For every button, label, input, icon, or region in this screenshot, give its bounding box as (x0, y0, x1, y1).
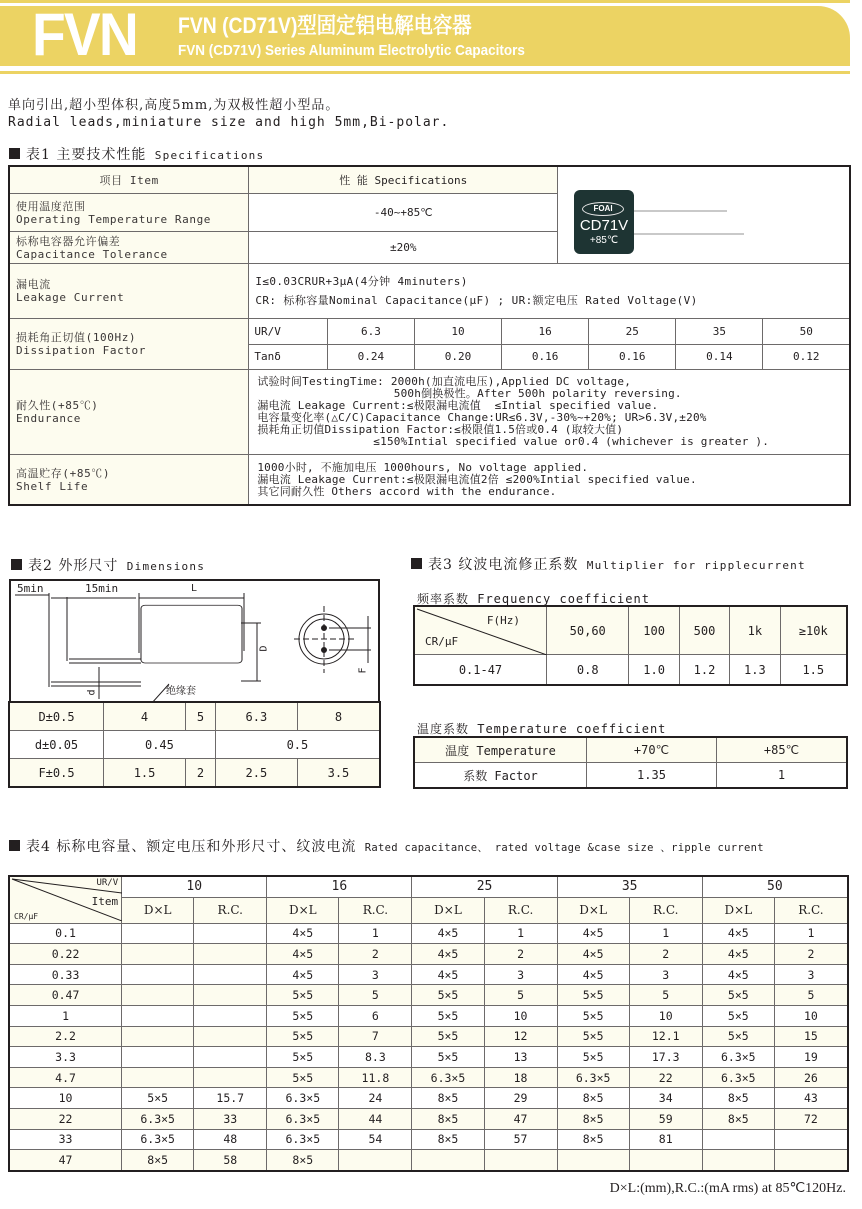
case-size-cell (122, 944, 194, 965)
dim-cell: 6.3 (215, 703, 297, 731)
ripple-current-cell: 24 (339, 1088, 412, 1109)
case-size-cell: 6.3×5 (267, 1129, 339, 1150)
capacitance-cell: 0.33 (10, 964, 122, 985)
case-size-cell (122, 1026, 194, 1047)
ripple-current-cell: 2 (339, 944, 412, 965)
voltage-header: 50 (702, 877, 847, 898)
tan-label: Tanδ (249, 344, 327, 369)
capacitance-cell: 47 (10, 1150, 122, 1171)
dim-cell: 8 (297, 703, 379, 731)
voltage-cell: 10 (414, 319, 501, 344)
ripple-current-cell: 59 (629, 1108, 702, 1129)
dimension-drawing (9, 579, 380, 702)
ripple-current-cell: 5 (339, 985, 412, 1006)
capacitor-model: CD71V (579, 217, 629, 234)
table-row (10, 964, 848, 985)
dim-label: D±0.5 (10, 703, 104, 731)
case-size-cell (122, 1047, 194, 1068)
ripple-current-cell: 54 (339, 1129, 412, 1150)
case-size-cell: 8×5 (557, 1088, 629, 1109)
case-size-cell: 8×5 (412, 1088, 484, 1109)
case-size-cell: 4×5 (412, 923, 484, 944)
leakage-value: I≤0.03CRUR+3μA(4分钟 4minuters) CR: 标称容量Nominal Capacitance(μF) ; UR:额定电压 Rated Voltage(V) (249, 264, 850, 319)
case-size-cell: 8×5 (267, 1150, 339, 1171)
voltage-cell: 6.3 (327, 319, 414, 344)
table-row (10, 1026, 848, 1047)
freq-header: 50,60 (547, 607, 629, 655)
intro (8, 97, 449, 131)
intro-en: Radial leads,miniature size and high 5mm,Bi-polar. (8, 115, 450, 130)
ripple-current-cell (194, 964, 267, 985)
voltage-cell: 50 (763, 319, 849, 344)
ripple-current-cell: 44 (339, 1108, 412, 1129)
capacitance-cell: 1 (10, 1005, 122, 1026)
dim-cell: 2 (186, 759, 216, 787)
leakage-label: 漏电流 Leakage Current (10, 264, 249, 319)
case-size-cell: 8×5 (557, 1129, 629, 1150)
ratings-corner-cell: UR/V Item CR/μF (10, 877, 122, 924)
table4-title: 表4 标称电容量、额定电压和外形尺寸、纹波电流 Rated capacitance、 rated voltage &case size 、ripple current (9, 838, 764, 857)
tolerance-value: ±20% (249, 232, 558, 264)
bullet-square-icon (11, 559, 22, 570)
dl-header: D×L (412, 897, 484, 923)
case-size-cell (122, 923, 194, 944)
case-size-cell: 5×5 (267, 1026, 339, 1047)
ripple-current-cell: 18 (484, 1067, 557, 1088)
rc-header: R.C. (629, 897, 702, 923)
bullet-square-icon (9, 148, 20, 159)
case-size-cell: 8×5 (702, 1108, 774, 1129)
ripple-current-cell: 15.7 (194, 1088, 267, 1109)
dl-header: D×L (267, 897, 339, 923)
brand-logo: FOAI (582, 202, 624, 216)
ratings-table (9, 876, 848, 1171)
capacitance-cell: 0.1 (10, 923, 122, 944)
case-size-cell: 5×5 (267, 985, 339, 1006)
shelf-life-label: 高温贮存(+85℃) Shelf Life (10, 455, 249, 505)
case-size-cell: 4×5 (702, 923, 774, 944)
dim-cell: 2.5 (215, 759, 297, 787)
ripple-current-cell: 10 (484, 1005, 557, 1026)
case-size-cell: 4×5 (267, 944, 339, 965)
ripple-current-cell (194, 985, 267, 1006)
freq-value: 1.0 (629, 655, 679, 685)
ripple-current-cell: 12 (484, 1026, 557, 1047)
ripple-current-cell (774, 1150, 847, 1171)
tan-cell: 0.20 (414, 344, 501, 369)
endurance-value: 试验时间TestingTime: 2000h(加直流电压),Applied DC voltage, 500h倒换极性。After 500h polarity reversing. 漏电流 Leakage Current:≤极限漏电流值 ≤Intial specified value. 电容量变化率(△C/C)Capacitance Change:UR≤6.3V,-30%~+20%; UR>6.3V,±20% 损耗角正切值Dissipation Factor:≤极限值1.5倍或0.4 (取较大值) ≤150%Intial specified value or0.4 (whichever is greater ). (249, 370, 850, 455)
case-size-cell: 8×5 (702, 1088, 774, 1109)
tan-cell: 0.16 (502, 344, 589, 369)
tan-cell: 0.16 (589, 344, 676, 369)
table-row (10, 1005, 848, 1026)
ripple-current-cell: 58 (194, 1150, 267, 1171)
dim-cell: 3.5 (297, 759, 379, 787)
capacitance-cell: 4.7 (10, 1067, 122, 1088)
case-size-cell: 8×5 (412, 1108, 484, 1129)
dim-cell: 0.45 (104, 731, 216, 759)
temp-range-label: 使用温度范围 Operating Temperature Range (10, 194, 249, 232)
specifications-table (9, 166, 850, 505)
rc-header: R.C. (484, 897, 557, 923)
ripple-current-cell: 34 (629, 1088, 702, 1109)
dim-cell: 5 (186, 703, 216, 731)
table1-title: 表1 主要技术性能 Specifications (9, 146, 264, 165)
table-row (10, 1088, 848, 1109)
ripple-current-cell: 2 (484, 944, 557, 965)
tolerance-label: 标称电容器允许偏差 Capacitance Tolerance (10, 232, 249, 264)
dl-header: D×L (702, 897, 774, 923)
case-size-cell: 5×5 (557, 1047, 629, 1068)
case-size-cell: 6.3×5 (267, 1108, 339, 1129)
ripple-current-cell (484, 1150, 557, 1171)
capacitance-cell: 0.47 (10, 985, 122, 1006)
col-spec-header: 性 能 Specifications (249, 167, 558, 194)
ripple-current-cell (194, 1067, 267, 1088)
factor-value: 1 (717, 763, 847, 788)
voltage-header: 10 (122, 877, 267, 898)
title-cn: FVN (CD71V)型固定铝电解电容器 (178, 13, 472, 38)
rc-header: R.C. (339, 897, 412, 923)
endurance-label: 耐久性(+85℃) Endurance (10, 370, 249, 455)
dim-label: F±0.5 (10, 759, 104, 787)
dim-cell: 1.5 (104, 759, 186, 787)
ripple-current-cell: 15 (774, 1026, 847, 1047)
ripple-current-cell: 5 (774, 985, 847, 1006)
table-row (10, 923, 848, 944)
capacitance-cell: 0.22 (10, 944, 122, 965)
ripple-current-cell: 11.8 (339, 1067, 412, 1088)
case-size-cell: 5×5 (412, 985, 484, 1006)
tan-cell: 0.24 (327, 344, 414, 369)
rc-header: R.C. (194, 897, 267, 923)
ripple-current-cell: 3 (484, 964, 557, 985)
ripple-current-cell: 72 (774, 1108, 847, 1129)
freq-row-label: 0.1-47 (415, 655, 547, 685)
ripple-current-cell: 43 (774, 1088, 847, 1109)
dissipation-subtable (249, 319, 849, 369)
case-size-cell: 5×5 (702, 1005, 774, 1026)
case-size-cell: 4×5 (557, 944, 629, 965)
ripple-current-cell: 3 (774, 964, 847, 985)
capacitance-cell: 3.3 (10, 1047, 122, 1068)
capacitor-lead (632, 210, 727, 212)
capacitance-cell: 33 (10, 1129, 122, 1150)
voltage-cell: 25 (589, 319, 676, 344)
case-size-cell: 4×5 (557, 964, 629, 985)
lead-short-label: 5min (17, 582, 44, 595)
case-size-cell: 5×5 (412, 1047, 484, 1068)
case-size-cell: 6.3×5 (267, 1088, 339, 1109)
ripple-current-cell: 22 (629, 1067, 702, 1088)
series-logo: FVN (32, 1, 137, 68)
factor-row-label: 系数 Factor (415, 763, 587, 788)
case-size-cell: 4×5 (412, 944, 484, 965)
freq-value: 1.2 (679, 655, 729, 685)
capacitance-cell: 2.2 (10, 1026, 122, 1047)
case-size-cell: 6.3×5 (122, 1108, 194, 1129)
case-size-cell: 5×5 (412, 1005, 484, 1026)
temp-value: +70℃ (587, 738, 717, 763)
voltage-cell: 16 (502, 319, 589, 344)
case-size-cell: 6.3×5 (702, 1067, 774, 1088)
ripple-current-cell: 26 (774, 1067, 847, 1088)
capacitor-lead (632, 233, 744, 235)
case-size-cell: 5×5 (122, 1088, 194, 1109)
case-size-cell (122, 964, 194, 985)
ripple-current-cell (194, 944, 267, 965)
case-size-cell (122, 985, 194, 1006)
ripple-current-cell: 10 (629, 1005, 702, 1026)
case-size-cell: 5×5 (267, 1005, 339, 1026)
freq-corner-cell: F(Hz) CR/μF (415, 607, 547, 655)
case-size-cell (702, 1129, 774, 1150)
tan-cell: 0.12 (763, 344, 849, 369)
voltage-header: 25 (412, 877, 557, 898)
capacitance-cell: 10 (10, 1088, 122, 1109)
ripple-current-cell: 29 (484, 1088, 557, 1109)
case-size-cell: 5×5 (702, 985, 774, 1006)
case-size-cell: 8×5 (412, 1129, 484, 1150)
freq-value: 0.8 (547, 655, 629, 685)
ripple-current-cell: 48 (194, 1129, 267, 1150)
case-size-cell: 6.3×5 (702, 1047, 774, 1068)
dl-header: D×L (557, 897, 629, 923)
table2-title: 表2 外形尺寸 Dimensions (11, 557, 205, 576)
case-size-cell: 8×5 (557, 1108, 629, 1129)
table4-footnote: D×L:(mm),R.C.:(mA rms) at 85℃120Hz. (609, 1181, 846, 1196)
pitch-label: F (357, 667, 369, 674)
table3-title: 表3 纹波电流修正系数 Multiplier for ripplecurrent (411, 556, 806, 575)
ripple-current-cell: 5 (629, 985, 702, 1006)
ripple-current-cell: 1 (339, 923, 412, 944)
ripple-current-cell: 57 (484, 1129, 557, 1150)
ripple-current-cell: 10 (774, 1005, 847, 1026)
ripple-current-cell (194, 1026, 267, 1047)
ripple-current-cell: 8.3 (339, 1047, 412, 1068)
title-en: FVN (CD71V) Series Aluminum Electrolytic Capacitors (178, 42, 525, 59)
frequency-coefficient-table (414, 606, 847, 685)
dim-cell: 4 (104, 703, 186, 731)
freq-header: 100 (629, 607, 679, 655)
case-size-cell: 5×5 (267, 1047, 339, 1068)
ripple-current-cell: 1 (484, 923, 557, 944)
lead-long-label: 15min (85, 582, 119, 595)
ripple-current-cell (339, 1150, 412, 1171)
voltage-header: 35 (557, 877, 702, 898)
dim-label: d±0.05 (10, 731, 104, 759)
freq-value: 1.5 (780, 655, 846, 685)
table-row (10, 1150, 848, 1171)
ripple-current-cell: 17.3 (629, 1047, 702, 1068)
temp-value: +85℃ (717, 738, 847, 763)
bullet-square-icon (9, 840, 20, 851)
bullet-square-icon (411, 558, 422, 569)
case-size-cell (702, 1150, 774, 1171)
dimensions-table (9, 702, 380, 787)
shelf-life-value: 1000小时, 不施加电压 1000hours, No voltage applied. 漏电流 Leakage Current:≤极限漏电流值2倍 ≤200%Intial specified value. 其它同耐久性 Others accord with the endurance. (249, 455, 850, 505)
ripple-current-cell: 3 (339, 964, 412, 985)
ripple-current-cell: 33 (194, 1108, 267, 1129)
dl-header: D×L (122, 897, 194, 923)
ripple-current-cell: 13 (484, 1047, 557, 1068)
ripple-current-cell: 1 (629, 923, 702, 944)
ripple-current-cell (629, 1150, 702, 1171)
freq-header: ≥10k (780, 607, 846, 655)
dissipation-value (249, 319, 850, 370)
table-row (10, 1129, 848, 1150)
ripple-current-cell: 12.1 (629, 1026, 702, 1047)
case-size-cell: 5×5 (557, 1005, 629, 1026)
case-size-cell: 6.3×5 (412, 1067, 484, 1088)
case-size-cell: 4×5 (267, 964, 339, 985)
freq-coefficient-title: 频率系数 Frequency coefficient (417, 592, 650, 606)
case-size-cell: 5×5 (557, 985, 629, 1006)
dissipation-label: 损耗角正切值(100Hz) Dissipation Factor (10, 319, 249, 370)
case-size-cell: 4×5 (702, 964, 774, 985)
sleeve-label: 绝缘套 (166, 686, 196, 697)
table-row (10, 1108, 848, 1129)
col-item-header: 项目 Item (10, 167, 249, 194)
freq-value: 1.3 (730, 655, 780, 685)
temp-coefficient-title: 温度系数 Temperature coefficient (417, 722, 667, 736)
intro-cn: 单向引出,超小型体积,高度5mm,为双极性超小型品。 (8, 98, 340, 113)
case-size-cell (557, 1150, 629, 1171)
ripple-current-cell: 47 (484, 1108, 557, 1129)
tan-cell: 0.14 (676, 344, 763, 369)
case-size-cell: 4×5 (702, 944, 774, 965)
ripple-current-cell (194, 1005, 267, 1026)
voltage-header: 16 (267, 877, 412, 898)
table-row (10, 985, 848, 1006)
ripple-current-cell: 6 (339, 1005, 412, 1026)
ripple-current-cell: 1 (774, 923, 847, 944)
table-row (10, 944, 848, 965)
ripple-current-cell (194, 1047, 267, 1068)
dim-cell: 0.5 (215, 731, 379, 759)
wire-label: d (86, 689, 98, 696)
ripple-current-cell: 3 (629, 964, 702, 985)
freq-header: 1k (730, 607, 780, 655)
ripple-current-cell: 2 (774, 944, 847, 965)
case-size-cell: 5×5 (412, 1026, 484, 1047)
ripple-current-cell: 5 (484, 985, 557, 1006)
case-size-cell: 5×5 (557, 1026, 629, 1047)
case-size-cell: 6.3×5 (557, 1067, 629, 1088)
capacitance-cell: 22 (10, 1108, 122, 1129)
capacitor-temp: +85℃ (589, 235, 619, 246)
capacitor-image (574, 190, 634, 254)
ripple-current-cell (774, 1129, 847, 1150)
case-size-cell: 8×5 (122, 1150, 194, 1171)
ripple-current-cell: 2 (629, 944, 702, 965)
ripple-current-cell: 19 (774, 1047, 847, 1068)
case-size-cell: 6.3×5 (122, 1129, 194, 1150)
case-size-cell: 4×5 (267, 923, 339, 944)
case-size-cell (412, 1150, 484, 1171)
temp-row-label: 温度 Temperature (415, 738, 587, 763)
case-size-cell: 5×5 (702, 1026, 774, 1047)
length-label: L (191, 583, 198, 594)
ur-label: UR/V (249, 319, 327, 344)
diameter-label: D (258, 645, 270, 652)
temperature-coefficient-table (414, 737, 847, 788)
factor-value: 1.35 (587, 763, 717, 788)
case-size-cell (122, 1067, 194, 1088)
temp-range-value: -40~+85℃ (249, 194, 558, 232)
ripple-current-cell: 81 (629, 1129, 702, 1150)
voltage-cell: 35 (676, 319, 763, 344)
case-size-cell: 4×5 (412, 964, 484, 985)
case-size-cell (122, 1005, 194, 1026)
table-row (10, 1067, 848, 1088)
freq-header: 500 (679, 607, 729, 655)
case-size-cell: 4×5 (557, 923, 629, 944)
case-size-cell: 5×5 (267, 1067, 339, 1088)
ripple-current-cell (194, 923, 267, 944)
header-banner (0, 1, 850, 68)
rc-header: R.C. (774, 897, 847, 923)
ripple-current-cell: 7 (339, 1026, 412, 1047)
header-bottom-rule (0, 71, 850, 74)
table-row (10, 1047, 848, 1068)
